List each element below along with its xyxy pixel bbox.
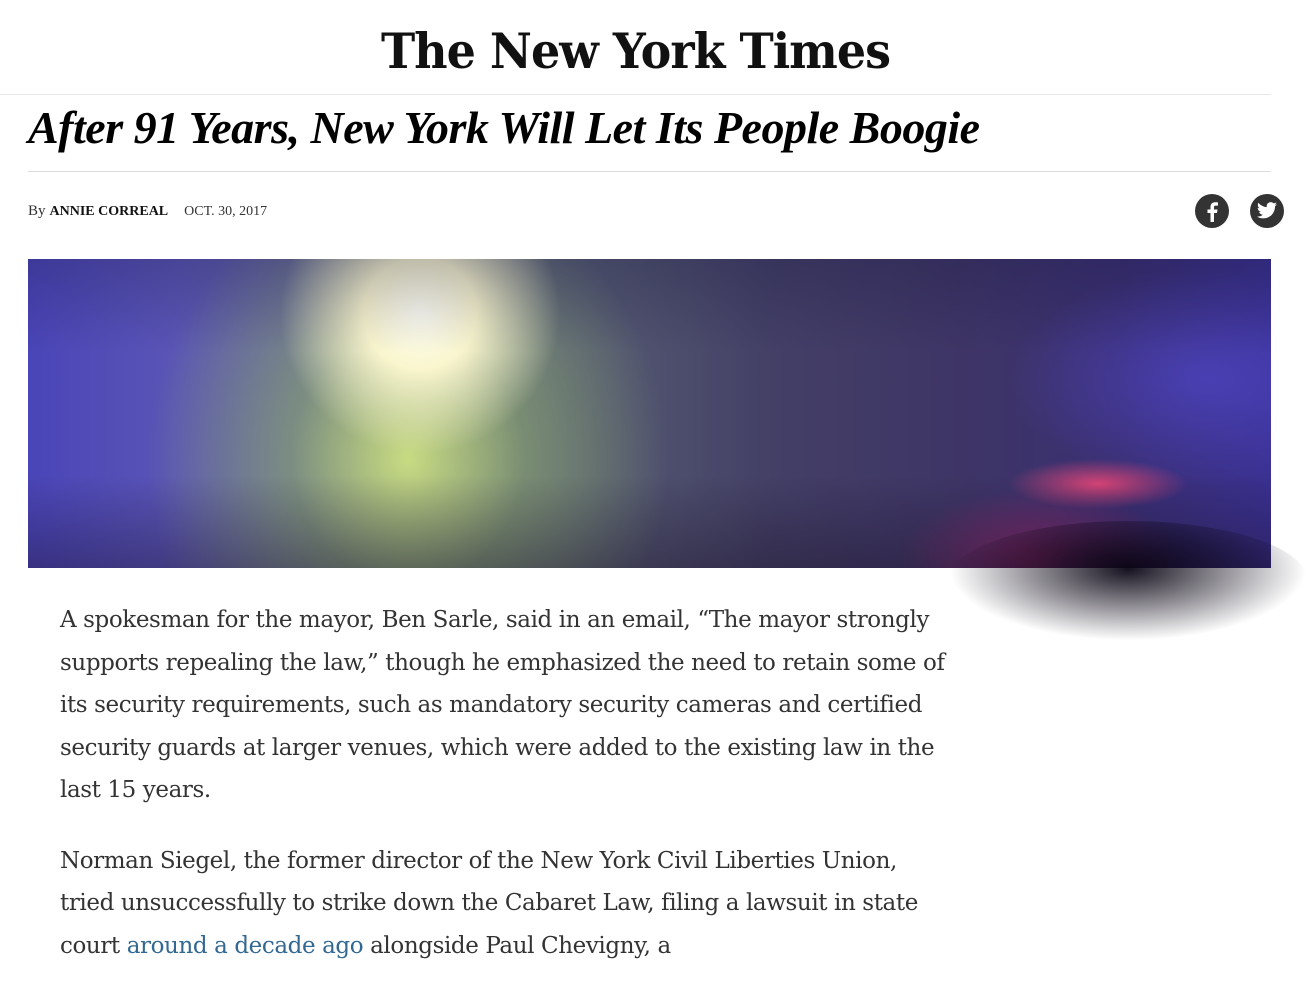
headline-divider: [28, 171, 1271, 172]
article-paragraph-2: [60, 840, 950, 968]
twitter-share-button[interactable]: [1250, 194, 1284, 228]
byline: [28, 201, 267, 222]
hero-image-shadow: [948, 521, 1308, 641]
masthead: [0, 0, 1271, 95]
paragraph-2-text-end: alongside Paul Chevigny, a: [363, 932, 671, 959]
hero-image: [28, 259, 1271, 568]
byline-prefix: By: [28, 203, 46, 219]
byline-author[interactable]: ANNIE CORREAL: [49, 204, 169, 219]
publish-date: OCT. 30, 2017: [184, 204, 268, 219]
hero-image-shading: [28, 259, 1271, 568]
article-headline: After 91 Years, New York Will Let Its People Boogie: [28, 102, 980, 153]
article-body: [60, 599, 950, 959]
facebook-icon: [1206, 202, 1218, 222]
paragraph-2-text-start: Norman Siegel, the former director of the New York Civil Liberties Union, tried unsuccessfully to strike down the Cabaret Law, filing a lawsuit in state court: [60, 847, 918, 959]
article-inline-link[interactable]: around a decade ago: [126, 932, 364, 959]
nyt-logo[interactable]: The New York Times: [380, 22, 891, 80]
twitter-icon: [1257, 202, 1277, 220]
facebook-share-button[interactable]: [1195, 194, 1229, 228]
article-paragraph-1: A spokesman for the mayor, Ben Sarle, said in an email, “The mayor strongly supports repealing the law,” though he emphasized the need to retain some of its security requirements, such as mandatory security cameras and certified security guards at larger venues, which were added to the existing law in the last 15 years.: [60, 607, 945, 803]
